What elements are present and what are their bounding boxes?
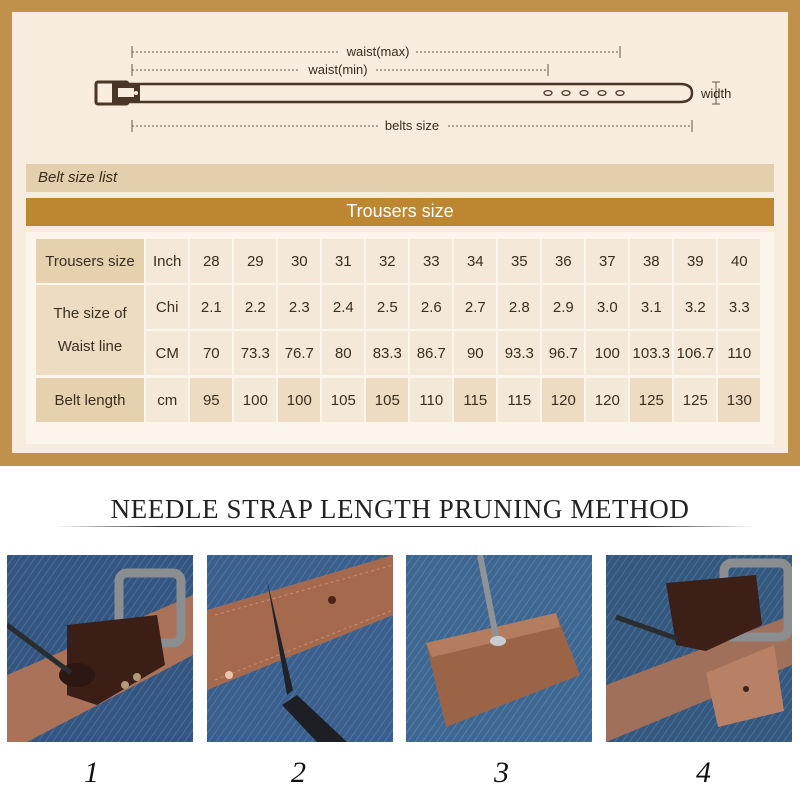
belt-strap-icon — [130, 84, 692, 102]
table-cell: 34 — [454, 239, 496, 283]
unit-label: Chi — [146, 285, 188, 329]
belts-size-label: belts size — [384, 118, 440, 133]
table-cell: 2.4 — [322, 285, 364, 329]
table-cell: 2.1 — [190, 285, 232, 329]
table-cell: 2.6 — [410, 285, 452, 329]
step-1-photo — [7, 555, 193, 742]
table-cell: 110 — [718, 331, 760, 375]
table-cell: 125 — [630, 378, 672, 422]
table-cell: 2.7 — [454, 285, 496, 329]
table-cell: 35 — [498, 239, 540, 283]
table-cell: 2.3 — [278, 285, 320, 329]
step-3-photo — [406, 555, 592, 742]
unit-label: CM — [146, 331, 188, 375]
table-cell: 100 — [234, 378, 276, 422]
belt-size-list-title: Belt size list — [38, 169, 118, 186]
table-cell: 33 — [410, 239, 452, 283]
table-cell: 2.5 — [366, 285, 408, 329]
table-cell: 2.2 — [234, 285, 276, 329]
unit-label: Inch — [146, 239, 188, 283]
belt-diagram — [12, 12, 788, 157]
table-cell: 80 — [322, 331, 364, 375]
table-cell: 73.3 — [234, 331, 276, 375]
table-cell: 76.7 — [278, 331, 320, 375]
table-cell: 29 — [234, 239, 276, 283]
table-cell: 39 — [674, 239, 716, 283]
table-cell: 93.3 — [498, 331, 540, 375]
table-cell: 103.3 — [630, 331, 672, 375]
table-cell: 30 — [278, 239, 320, 283]
table-cell: 3.2 — [674, 285, 716, 329]
belt-size-list-header — [26, 164, 774, 192]
table-cell: 130 — [718, 378, 760, 422]
trousers-size-header — [26, 198, 774, 226]
waist-label-line1: The size of — [53, 305, 127, 322]
table-cell: 2.8 — [498, 285, 540, 329]
step-number: 1 — [84, 756, 99, 789]
step-number: 2 — [291, 756, 306, 789]
table-cell: 100 — [586, 331, 628, 375]
table-cell: 110 — [410, 378, 452, 422]
waist-min-label: waist(min) — [308, 62, 368, 77]
step-4-photo — [606, 555, 792, 742]
table-cell: 31 — [322, 239, 364, 283]
unit-label: cm — [146, 378, 188, 422]
waist-max-label: waist(max) — [346, 44, 410, 59]
size-table — [26, 232, 774, 444]
table-cell: 3.0 — [586, 285, 628, 329]
table-cell: 83.3 — [366, 331, 408, 375]
width-label: width — [701, 86, 732, 101]
trousers-size-title: Trousers size — [346, 201, 454, 221]
table-cell: 40 — [718, 239, 760, 283]
method-heading: NEEDLE STRAP LENGTH PRUNING METHOD — [110, 494, 690, 524]
table-cell: 28 — [190, 239, 232, 283]
table-cell: 3.3 — [718, 285, 760, 329]
table-cell: 3.1 — [630, 285, 672, 329]
belt-length-label: Belt length — [36, 378, 144, 422]
table-cell: 2.9 — [542, 285, 584, 329]
trousers-size-label: Trousers size — [36, 239, 144, 283]
heading-divider — [55, 526, 755, 527]
table-cell: 100 — [278, 378, 320, 422]
waist-label-line2: Waist line — [57, 338, 123, 355]
table-cell: 120 — [542, 378, 584, 422]
table-cell: 32 — [366, 239, 408, 283]
table-cell: 36 — [542, 239, 584, 283]
step-2-photo — [207, 555, 393, 742]
table-cell: 70 — [190, 331, 232, 375]
table-cell: 120 — [586, 378, 628, 422]
table-cell: 95 — [190, 378, 232, 422]
table-cell: 106.7 — [674, 331, 716, 375]
table-cell: 38 — [630, 239, 672, 283]
table-cell: 90 — [454, 331, 496, 375]
table-cell: 105 — [366, 378, 408, 422]
table-cell: 125 — [674, 378, 716, 422]
table-cell: 37 — [586, 239, 628, 283]
waist-line-label — [36, 285, 144, 375]
belt-size-chart — [12, 12, 788, 453]
table-cell: 86.7 — [410, 331, 452, 375]
table-cell: 115 — [454, 378, 496, 422]
table-cell: 115 — [498, 378, 540, 422]
step-number: 4 — [696, 756, 711, 789]
step-number: 3 — [494, 756, 509, 789]
table-cell: 105 — [322, 378, 364, 422]
table-cell: 96.7 — [542, 331, 584, 375]
